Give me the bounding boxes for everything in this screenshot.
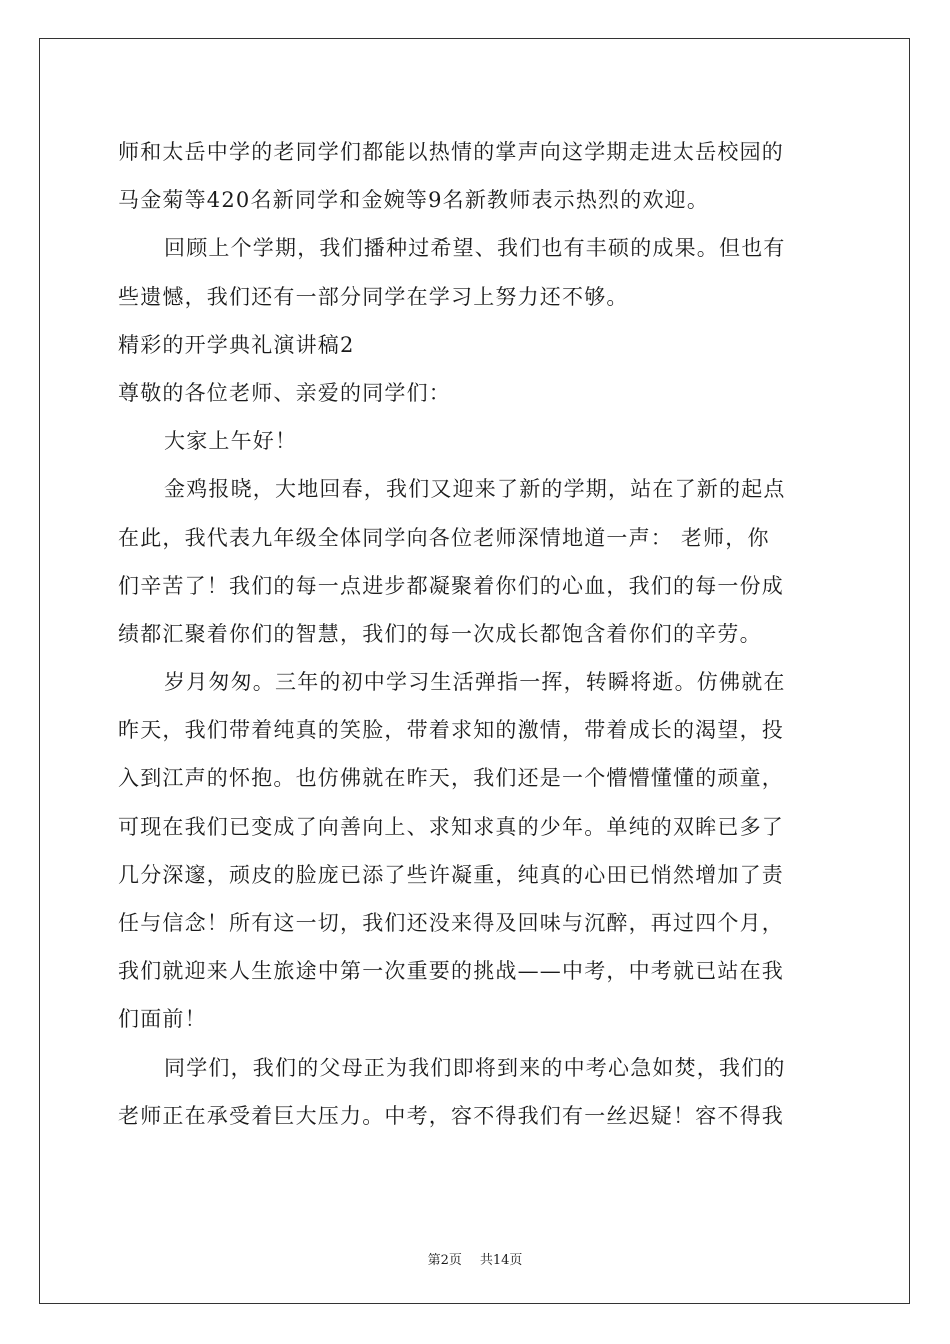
text-line: 马金菊等420名新同学和金婉等9名新教师表示热烈的欢迎。 bbox=[118, 188, 710, 213]
document-body bbox=[118, 128, 832, 1140]
text-line: 们辛苦了！我们的每一点进步都凝聚着你们的心血，我们的每一份成 bbox=[118, 573, 784, 598]
page-footer bbox=[0, 1249, 950, 1268]
text-line: 我们就迎来人生旅途中第一次重要的挑战——中考，中考就已站在我 bbox=[118, 959, 784, 984]
text-line: 金鸡报晓，大地回春，我们又迎来了新的学期，站在了新的起点 bbox=[164, 477, 786, 502]
text-line: 同学们，我们的父母正为我们即将到来的中考心急如焚，我们的 bbox=[164, 1055, 786, 1080]
text-line: 回顾上个学期，我们播种过希望、我们也有丰硕的成果。但也有 bbox=[164, 236, 786, 261]
text-line: 绩都汇聚着你们的智慧，我们的每一次成长都饱含着你们的辛劳。 bbox=[118, 621, 762, 646]
text-line: 岁月匆匆。三年的初中学习生活弹指一挥，转瞬将逝。仿佛就在 bbox=[164, 670, 786, 695]
text-line: 昨天，我们带着纯真的笑脸，带着求知的激情，带着成长的渴望，投 bbox=[118, 718, 784, 743]
text-line: 入到江声的怀抱。也仿佛就在昨天，我们还是一个懵懵懂懂的顽童， bbox=[118, 766, 784, 791]
text-line: 任与信念！所有这一切，我们还没来得及回味与沉醉，再过四个月， bbox=[118, 911, 784, 935]
page-total: 共14页 bbox=[479, 1253, 523, 1268]
salutation: 尊敬的各位老师、亲爱的同学们： bbox=[118, 380, 451, 405]
text-line: 几分深邃，顽皮的脸庞已添了些许凝重，纯真的心田已悄然增加了责 bbox=[118, 862, 784, 887]
section-heading: 精彩的开学典礼演讲稿2 bbox=[118, 332, 355, 357]
text-line: 在此，我代表九年级全体同学向各位老师深情地道一声： 老师，你 bbox=[118, 525, 770, 550]
greeting: 大家上午好！ bbox=[164, 429, 298, 454]
text-line: 老师正在承受着巨大压力。中考，容不得我们有一丝迟疑！容不得我 bbox=[118, 1103, 784, 1128]
text-line: 们面前！ bbox=[118, 1007, 207, 1032]
text-line: 些遗憾，我们还有一部分同学在学习上努力还不够。 bbox=[118, 284, 629, 309]
text-line: 师和太岳中学的老同学们都能以热情的掌声向这学期走进太岳校园的 bbox=[118, 140, 784, 164]
text-line: 可现在我们已变成了向善向上、求知求真的少年。单纯的双眸已多了 bbox=[118, 814, 784, 839]
page-number: 第2页 bbox=[427, 1253, 462, 1268]
